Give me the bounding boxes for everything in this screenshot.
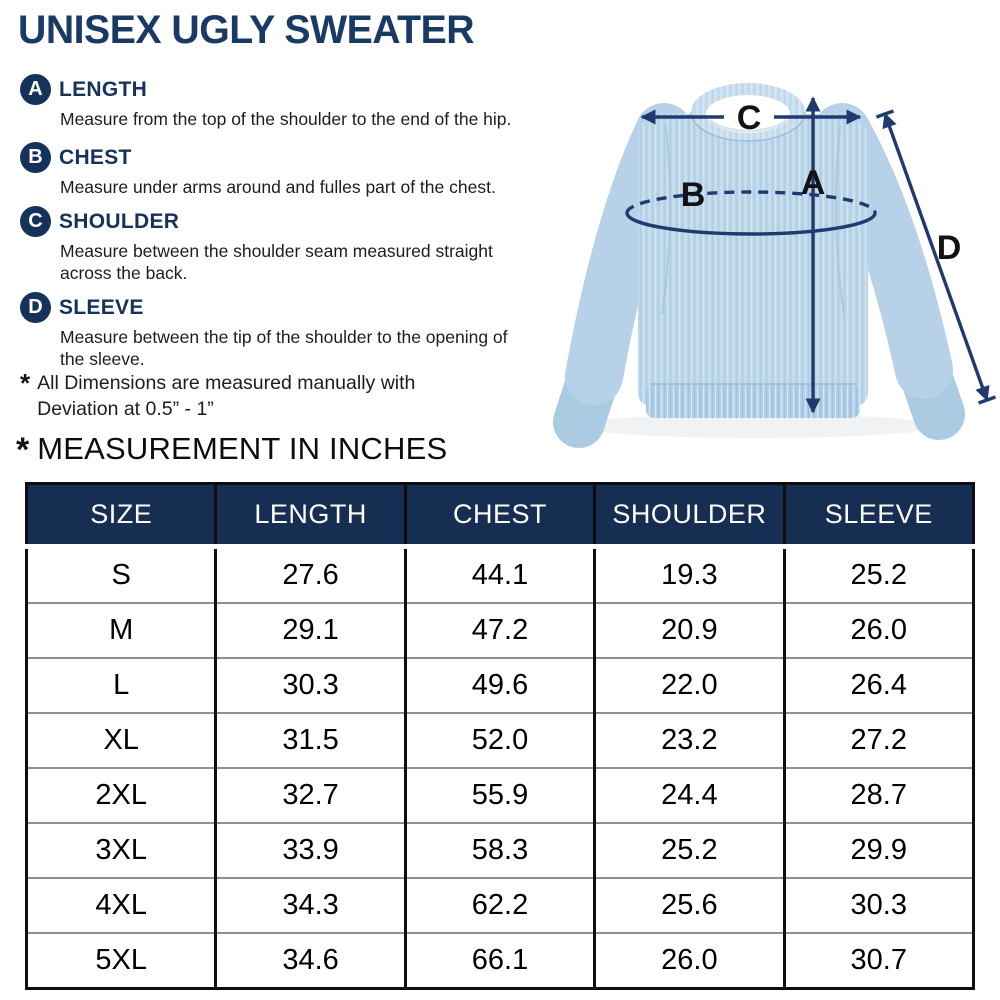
guide-desc-shoulder: Measure between the shoulder seam measured straight across the back. <box>60 241 493 283</box>
guide-label-chest: CHEST <box>59 145 132 169</box>
size-cell: 3XL <box>27 823 216 878</box>
value-cell: 23.2 <box>595 713 784 768</box>
value-cell: 20.9 <box>595 603 784 658</box>
asterisk: * <box>20 368 31 398</box>
letter-badge-b: B <box>20 142 51 173</box>
value-cell: 52.0 <box>405 713 594 768</box>
table-row <box>27 603 974 658</box>
value-cell: 32.7 <box>216 768 405 823</box>
value-cell: 34.6 <box>216 933 405 989</box>
table-row <box>27 768 974 823</box>
col-header-sleeve: SLEEVE <box>784 484 973 547</box>
value-cell: 27.2 <box>784 713 973 768</box>
value-cell: 62.2 <box>405 878 594 933</box>
value-cell: 31.5 <box>216 713 405 768</box>
size-table <box>25 482 975 990</box>
guide-item-sleeve <box>20 292 512 370</box>
table-row <box>27 878 974 933</box>
sweater-illustration <box>552 62 1000 454</box>
letter-badge-a: A <box>20 74 51 105</box>
value-cell: 49.6 <box>405 658 594 713</box>
table-row <box>27 823 974 878</box>
hem-rib-texture <box>646 384 860 418</box>
value-cell: 22.0 <box>595 658 784 713</box>
value-cell: 24.4 <box>595 768 784 823</box>
measurement-units-text: MEASUREMENT IN INCHES <box>37 431 448 466</box>
value-cell: 58.3 <box>405 823 594 878</box>
value-cell: 30.7 <box>784 933 973 989</box>
table-header-row <box>27 484 974 547</box>
size-cell: S <box>27 547 216 604</box>
value-cell: 30.3 <box>784 878 973 933</box>
guide-item-chest <box>20 142 496 198</box>
value-cell: 29.1 <box>216 603 405 658</box>
guide-desc-length: Measure from the top of the shoulder to the end of the hip. <box>60 109 512 129</box>
col-header-chest: CHEST <box>405 484 594 547</box>
col-header-shoulder: SHOULDER <box>595 484 784 547</box>
size-cell: 5XL <box>27 933 216 989</box>
value-cell: 47.2 <box>405 603 594 658</box>
dim-label-c: C <box>736 99 762 137</box>
value-cell: 19.3 <box>595 547 784 604</box>
value-cell: 25.2 <box>595 823 784 878</box>
letter-badge-d: D <box>20 292 51 323</box>
value-cell: 30.3 <box>216 658 405 713</box>
value-cell: 55.9 <box>405 768 594 823</box>
guide-desc-sleeve: Measure between the tip of the shoulder to the opening of the sleeve. <box>60 327 508 369</box>
guide-label-length: LENGTH <box>59 77 148 101</box>
value-cell: 66.1 <box>405 933 594 989</box>
dim-label-b: B <box>680 176 706 214</box>
guide-item-length <box>20 74 511 130</box>
size-cell: L <box>27 658 216 713</box>
guide-desc-chest: Measure under arms around and fulles part of the chest. <box>60 177 496 197</box>
size-cell: 4XL <box>27 878 216 933</box>
table-row <box>27 658 974 713</box>
dim-label-a: A <box>800 164 826 202</box>
measurement-units-header <box>16 431 447 470</box>
col-header-length: LENGTH <box>216 484 405 547</box>
table-row <box>27 933 974 989</box>
deviation-note <box>20 370 457 422</box>
value-cell: 33.9 <box>216 823 405 878</box>
value-cell: 26.4 <box>784 658 973 713</box>
size-cell: XL <box>27 713 216 768</box>
size-cell: 2XL <box>27 768 216 823</box>
value-cell: 26.0 <box>595 933 784 989</box>
value-cell: 34.3 <box>216 878 405 933</box>
torso-rib-texture <box>638 114 868 406</box>
guide-label-shoulder: SHOULDER <box>59 209 180 233</box>
table-row <box>27 547 974 604</box>
sweater-diagram <box>552 62 1000 454</box>
value-cell: 44.1 <box>405 547 594 604</box>
letter-badge-c: C <box>20 206 51 237</box>
value-cell: 25.2 <box>784 547 973 604</box>
value-cell: 27.6 <box>216 547 405 604</box>
value-cell: 25.6 <box>595 878 784 933</box>
page-title: UNISEX UGLY SWEATER <box>18 8 475 52</box>
value-cell: 28.7 <box>784 768 973 823</box>
value-cell: 26.0 <box>784 603 973 658</box>
size-cell: M <box>27 603 216 658</box>
dim-label-d: D <box>936 229 962 267</box>
value-cell: 29.9 <box>784 823 973 878</box>
guide-label-sleeve: SLEEVE <box>59 295 144 319</box>
deviation-note-text: All Dimensions are measured manually with Deviation at 0.5” - 1” <box>37 372 416 420</box>
col-header-size: SIZE <box>27 484 216 547</box>
table-row <box>27 713 974 768</box>
asterisk: * <box>16 431 30 469</box>
guide-item-shoulder <box>20 206 512 284</box>
